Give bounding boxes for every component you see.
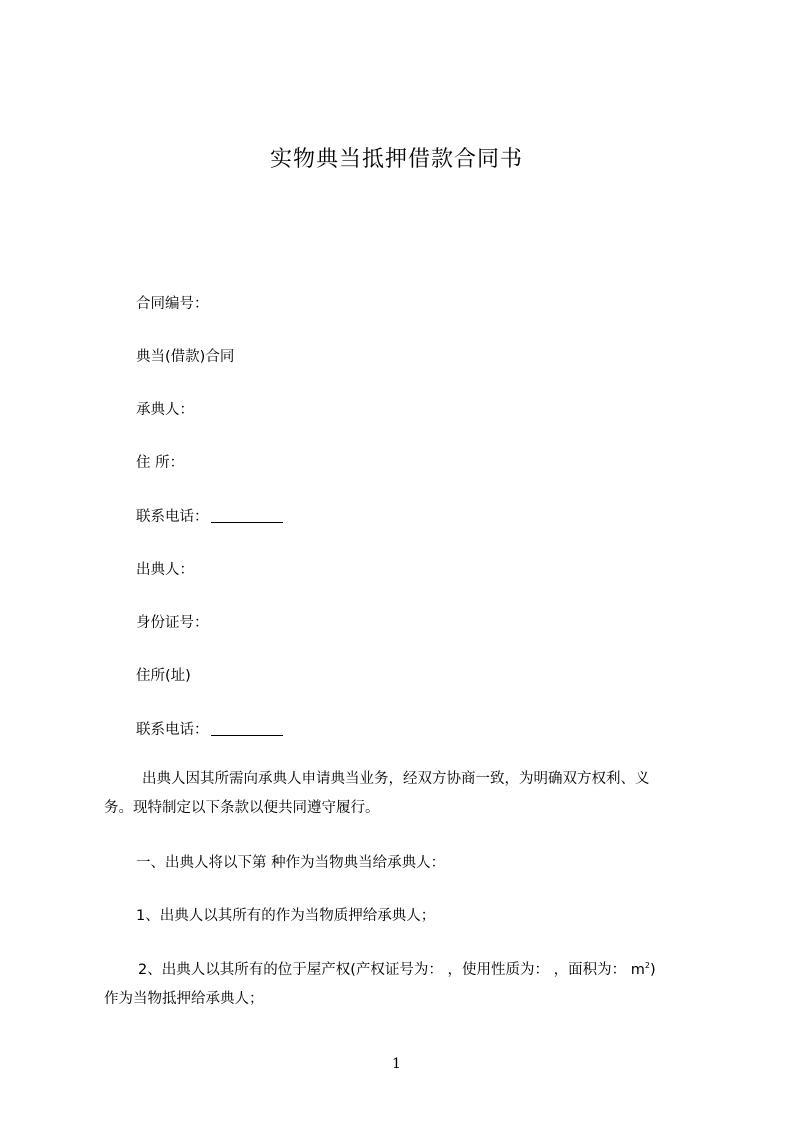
- pawnee-field: 承典人：: [136, 402, 194, 418]
- item-1: 1、出典人以其所有的作为当物质押给承典人；: [136, 908, 436, 924]
- intro-line-2: 务。现特制定以下条款以便共同遵守履行。: [104, 800, 380, 816]
- item-2-line-2: 作为当物抵押给承典人；: [104, 991, 264, 1007]
- pawnee-phone-field: [136, 505, 283, 526]
- pawner-field: 出典人：: [136, 562, 194, 578]
- pawnee-phone-label: 联系电话：: [136, 509, 209, 525]
- area-unit-superscript: 2: [644, 961, 650, 970]
- document-title: 实物典当抵押借款合同书: [269, 147, 523, 172]
- contract-type-label: 典当(借款)合同: [136, 349, 235, 365]
- pawner-phone-label: 联系电话：: [136, 722, 209, 738]
- page-number: 1: [392, 1056, 401, 1072]
- item-2-line-1: [104, 951, 704, 985]
- item-2-text: 2、出典人以其所有的位于屋产权(产权证号为： ，使用性质为： ，面积为： m: [138, 962, 645, 978]
- pawner-phone-field: [136, 718, 283, 739]
- item-2-close-paren: ): [649, 962, 656, 978]
- pawner-address-field: 住所(址): [136, 668, 191, 684]
- id-number-field: 身份证号：: [136, 615, 209, 631]
- contract-number-field: 合同编号：: [136, 296, 209, 312]
- pawnee-phone-blank: [211, 508, 283, 523]
- item-2: [104, 951, 704, 1014]
- intro-paragraph: [104, 765, 704, 823]
- intro-line-1: 出典人因其所需向承典人申请典当业务，经双方协商一致，为明确双方权利、义: [142, 771, 650, 787]
- pawner-phone-blank: [211, 721, 283, 736]
- pawnee-address-field: 住 所：: [136, 455, 185, 471]
- section-1-heading: 一、出典人将以下第 种作为当物典当给承典人：: [136, 855, 446, 871]
